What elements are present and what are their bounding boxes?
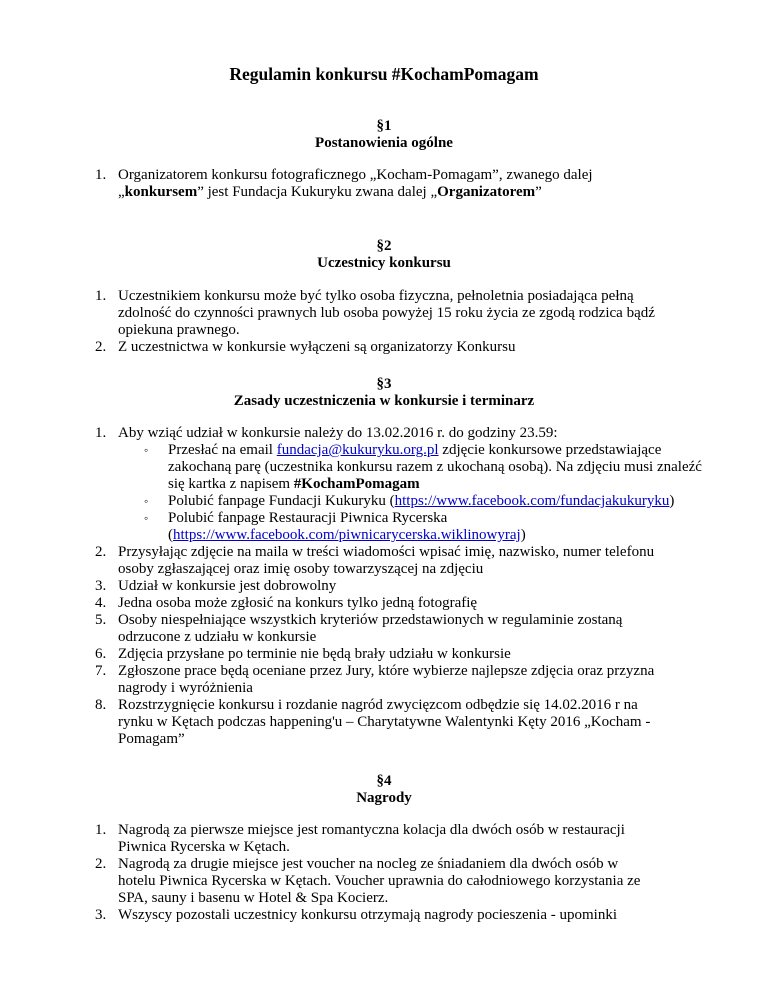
item-number: 6. — [95, 646, 107, 662]
item-text: Udział w konkursie jest dobrowolny — [118, 578, 337, 594]
item-text: Aby wziąć udział w konkursie należy do 13.02.2016 r. do godziny 23.59: — [118, 425, 558, 441]
item-text: Nagrodą za drugie miejsce jest voucher na nocleg ze śniadaniem dla dwóch osób w hotelu Piwnica Rycerska w Kętach. Voucher uprawnia do całodniowego korzystania ze SPA, sauny i basenu w Hotel & Spa Kocierz. — [118, 856, 641, 906]
section-3-header — [0, 376, 768, 410]
list-item — [0, 167, 658, 201]
bullet-icon: ◦ — [144, 511, 149, 525]
list-item — [0, 822, 658, 856]
item-text: Wszyscy pozostali uczestnicy konkursu otrzymają nagrody pocieszenia - upominki — [118, 907, 618, 923]
section-number: §1 — [376, 118, 392, 134]
list-item — [0, 856, 658, 907]
item-text: Organizatorem konkursu fotograficznego „Kocham-Pomagam”, zwanego dalej „konkursem” jest Fundacja Kukuryku zwana dalej „Organizatorem” — [118, 167, 593, 200]
item-number: 1. — [95, 425, 107, 441]
item-number: 5. — [95, 612, 107, 628]
list-item — [0, 697, 658, 748]
list-item — [0, 663, 658, 697]
list-item — [0, 544, 658, 578]
list-item — [0, 578, 658, 595]
item-text: Przysyłając zdjęcie na maila w treści wiadomości wpisać imię, nazwisko, numer telefonu osoby zgłaszającej oraz imię osoby towarzyszącej na zdjęciu — [118, 544, 655, 577]
item-text: Zdjęcia przysłane po terminie nie będą brały udziału w konkursie — [118, 646, 511, 662]
item-text: Uczestnikiem konkursu może być tylko osoba fizyczna, pełnoletnia posiadająca pełną zdolność do czynności prawnych lub osoba powyżej 15 roku życia ze zgodą rodzica bądź opiekuna prawnego. — [118, 288, 655, 338]
section-heading: Uczestnicy konkursu — [317, 255, 451, 271]
list-item — [0, 907, 658, 924]
section-number: §2 — [376, 238, 392, 254]
item-number: 1. — [95, 288, 107, 304]
item-text: Nagrodą za pierwsze miejsce jest romantyczna kolacja dla dwóch osób w restauracji Piwnica Rycerska w Kętach. — [118, 822, 625, 855]
sub-list-item: ◦ Polubić fanpage Restauracji Piwnica Rycerska (https://www.facebook.com/piwnicarycerska.wiklinowyraj) — [144, 510, 526, 543]
item-text: Zgłoszone prace będą oceniane przez Jury, które wybierze najlepsze zdjęcia oraz przyzna nagrody i wyróżnienia — [118, 663, 655, 696]
item-number: 7. — [95, 663, 107, 679]
item-text: Rozstrzygnięcie konkursu i rozdanie nagród zwycięzcom odbędzie się 14.02.2016 r na rynku w Kętach podczas happening'u – Charytatywne Walentynki Kęty 2016 „Kocham - Pomagam” — [118, 697, 651, 747]
section-2-list — [0, 288, 768, 356]
item-number: 3. — [95, 578, 107, 594]
section-1-list — [0, 167, 768, 201]
item-number: 1. — [95, 167, 107, 183]
sub-list — [118, 442, 702, 544]
item-number: 2. — [95, 856, 107, 872]
list-item — [0, 339, 658, 356]
item-number: 8. — [95, 697, 107, 713]
section-number: §3 — [376, 376, 392, 392]
list-item — [0, 646, 658, 663]
item-number: 1. — [95, 822, 107, 838]
item-number: 2. — [95, 339, 107, 355]
list-item — [0, 288, 658, 339]
item-text: Jedna osoba może zgłosić na konkurs tylko jedną fotografię — [118, 595, 478, 611]
section-heading: Postanowienia ogólne — [315, 135, 453, 151]
bullet-icon: ◦ — [144, 443, 149, 457]
section-heading: Nagrody — [356, 790, 412, 806]
bullet-icon: ◦ — [144, 494, 149, 508]
item-number: 4. — [95, 595, 107, 611]
item-text: Z uczestnictwa w konkursie wyłączeni są organizatorzy Konkursu — [118, 339, 516, 355]
item-number: 3. — [95, 907, 107, 923]
item-number: 2. — [95, 544, 107, 560]
hashtag-text: #KochamPomagam — [293, 476, 420, 492]
section-2-header — [0, 238, 768, 272]
section-3-list — [0, 425, 768, 748]
list-item — [0, 425, 702, 544]
section-1-header — [0, 118, 768, 152]
sub-list-item: ◦ Przesłać na email fundacja@kukuryku.org.pl zdjęcie konkursowe przedstawiające zakochaną parę (uczestnika konkursu razem z ukochaną osobą). Na zdjęciu musi znaleźć się kartka z napisem #KochamPomagam — [144, 442, 702, 492]
section-4-list — [0, 822, 768, 924]
facebook-link-fundacja[interactable]: https://www.facebook.com/fundacjakukuryku — [394, 493, 670, 509]
document-title: Regulamin konkursu #KochamPomagam — [229, 64, 539, 84]
facebook-link-restauracja[interactable]: https://www.facebook.com/piwnicarycerska.wiklinowyraj — [173, 527, 521, 543]
section-number: §4 — [376, 773, 392, 789]
section-4-header — [0, 773, 768, 807]
list-item — [0, 595, 658, 612]
sub-list-item: ◦ Polubić fanpage Fundacji Kukuryku (https://www.facebook.com/fundacjakukuryku) — [144, 493, 675, 509]
email-link[interactable]: fundacja@kukuryku.org.pl — [276, 442, 439, 458]
item-text: Osoby niespełniające wszystkich kryteriów przedstawionych w regulaminie zostaną odrzucone z udziału w konkursie — [118, 612, 623, 645]
list-item — [0, 612, 658, 646]
section-heading: Zasady uczestniczenia w konkursie i terminarz — [233, 393, 535, 409]
